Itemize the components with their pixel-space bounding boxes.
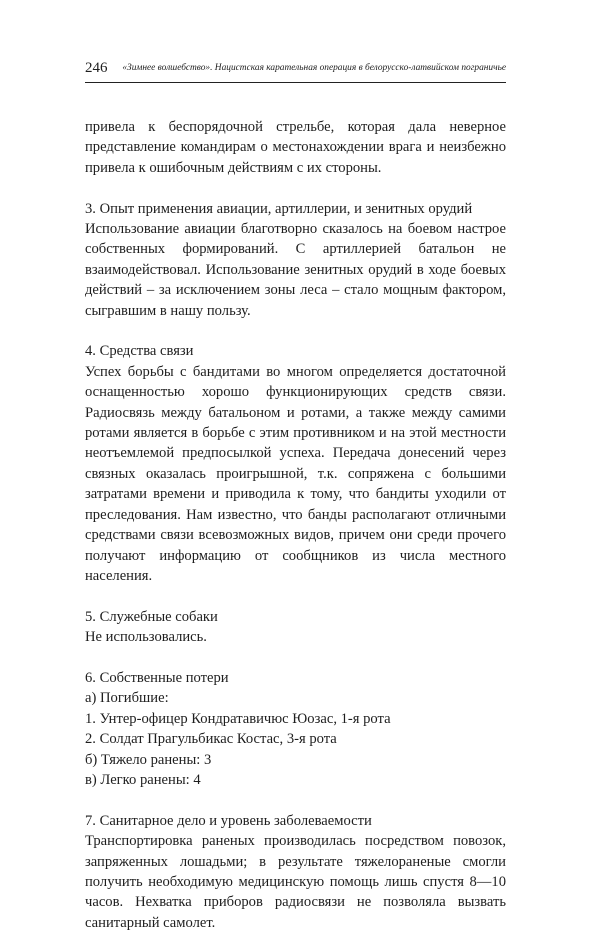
section-6-heading: 6. Собственные потери [85, 669, 229, 686]
header-divider [85, 82, 506, 83]
section-gap [85, 178, 506, 198]
section-4-heading: 4. Средства связи [85, 343, 194, 360]
intro-paragraph: привела к беспорядочной стрельбе, которая дала неверное представление командирам о местонахождении врага и неизбежно привела к ошибочным действиям с их стороны. [85, 119, 506, 176]
section-4-paragraph: Успех борьбы с бандитами во многом определяется достаточной оснащенностью хорошо функционирующих средств связи. Радиосвязь между батальоном и ротами, а также между самими ротами является в борьбе с этим противником и на этой местности неотъемлемой предпосылкой успеха. Передача донесений через связных оказалась проигрышной, т.к. сопряжена с большими затратами времени и приводила к тому, что бандиты уходили от преследования. Нам известно, что банды располагают отличными средствами связи всевозможных видов, причем они среди прочего получают информацию от сообщников из числа местного населения. [85, 363, 506, 584]
losses-seriously-wounded: б) Тяжело ранены: 3 [85, 751, 212, 768]
losses-lightly-wounded: в) Легко ранены: 4 [85, 771, 201, 788]
section-7-heading: 7. Санитарное дело и уровень заболеваемости [85, 812, 372, 829]
losses-killed-item-1: 1. Унтер-офицер Кондратавичюс Юозас, 1-я рота [85, 710, 391, 727]
section-7-paragraph: Транспортировка раненых производилась посредством повозок, запряженных лошадьми; в результате тяжелораненые смогли получить необходимую медицинскую помощь лишь спустя 8—10 часов. Нехватка приборов радиосвязи не позволяла вызвать санитарный самолет. [85, 833, 506, 931]
running-title: «Зимнее волшебство». Нацистская карательная операция в белорусско-латвийском пограничье [122, 63, 506, 73]
section-5-heading: 5. Служебные собаки [85, 608, 218, 625]
section-gap [85, 648, 506, 668]
section-3-heading: 3. Опыт применения авиации, артиллерии, и зенитных орудий [85, 200, 473, 217]
losses-killed-label: а) Погибшие: [85, 690, 169, 707]
section-gap [85, 790, 506, 810]
page-body [85, 117, 506, 933]
page-number: 246 [85, 60, 108, 76]
section-gap [85, 321, 506, 341]
section-3-paragraph: Использование авиации благотворно сказалось на боевом настрое собственных формирований. С артиллерией батальон не взаимодействовал. Использование зенитных орудий в ходе боевых действий – за исключением зоны леса – стало мощным фактором, сыгравшим в нашу пользу. [85, 221, 506, 319]
page-header [85, 60, 506, 80]
losses-killed-item-2: 2. Солдат Прагульбикас Костас, 3-я рота [85, 731, 337, 748]
section-5-paragraph: Не использовались. [85, 629, 207, 646]
section-gap [85, 586, 506, 606]
